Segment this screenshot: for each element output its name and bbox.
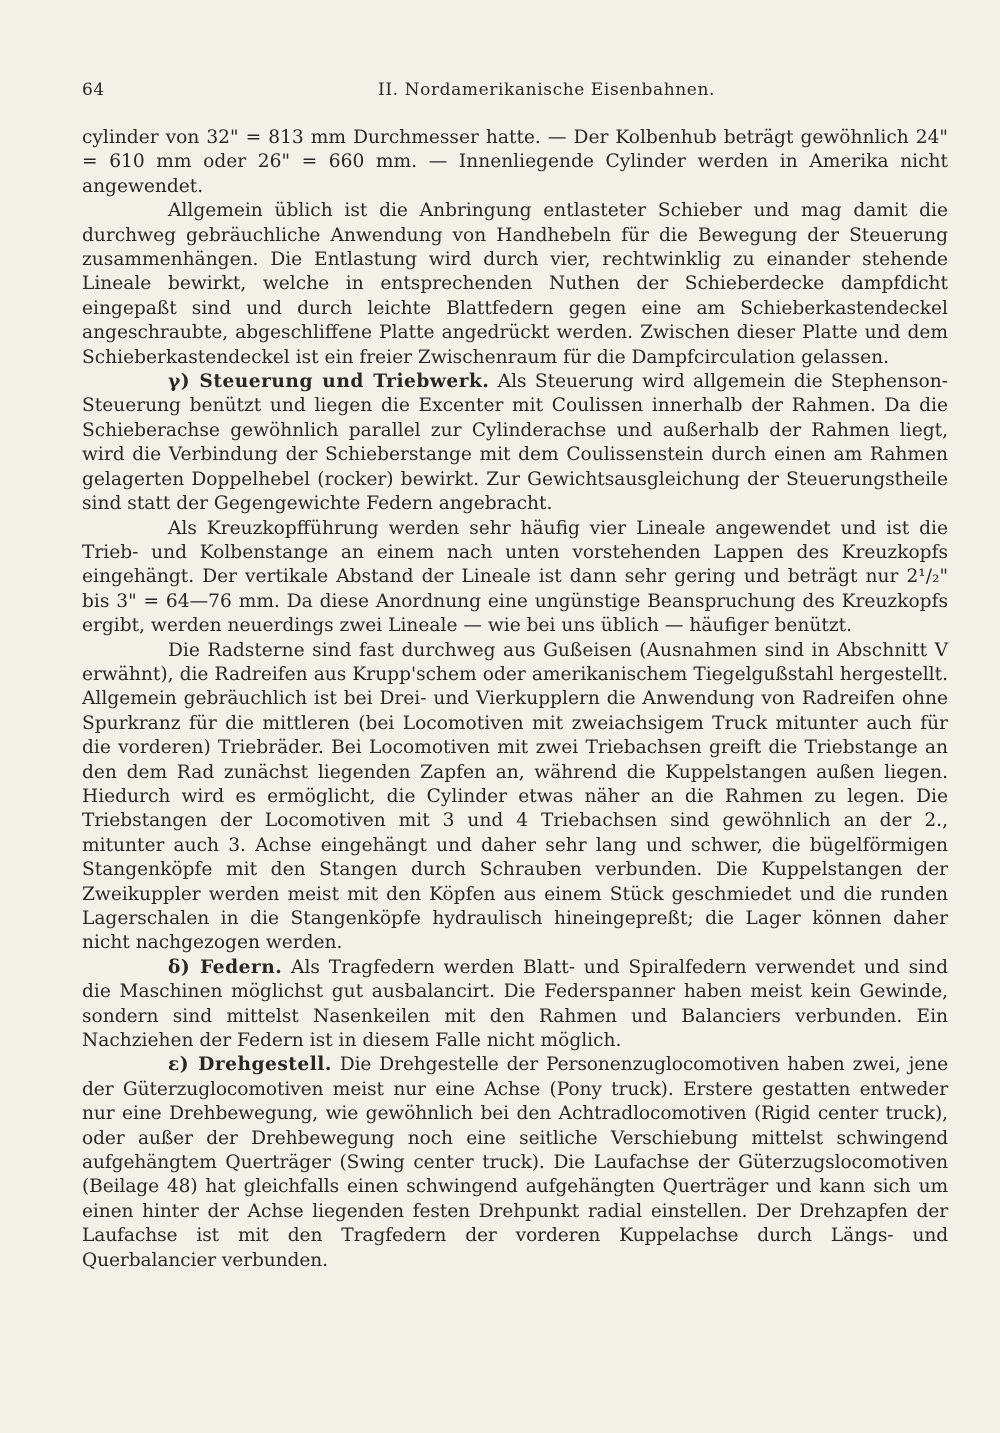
paragraph-steering-and-drive <box>82 370 948 516</box>
paragraph-text: Als Kreuzkopfführung werden sehr häufig vier Lineale angewendet und ist die Trieb- und Kolbenstange an einem nach unten vorstehenden Lappen des Kreuzkopfs eingehängt. Der vertikale Abstand der Lineale ist dann sehr gering und beträgt nur 2¹/₂" bis 3" = 64—76 mm. Da diese Anordnung eine ungünstige Beanspruchung des Kreuzkopfs ergibt, werden neuerdings zwei Lineale — wie bei uns üblich — häufiger benützt. <box>82 517 948 637</box>
paragraph-bogie <box>82 1053 948 1273</box>
page-number: 64 <box>82 80 105 100</box>
running-head: II. Nordamerikanische Eisenbahnen. <box>378 80 716 100</box>
paragraph-text: Als Steuerung wird allgemein die Stephenson-Steuerung benützt und liegen die Excenter mit Coulissen innerhalb der Rahmen. Da die Schieberachse gewöhnlich parallel zur Cylinderachse und außerhalb der Rahmen liegt, wird die Verbindung der Schieberstange mit dem Coulissenstein durch einen am Rahmen gelagerten Doppelhebel (rocker) bewirkt. Zur Gewichtsausgleichung der Steuerungstheile sind statt der Gegengewichte Federn angebracht. <box>82 371 948 515</box>
paragraph-crosshead-guides <box>82 517 948 639</box>
section-heading: ε) Drehgestell. <box>168 1054 332 1076</box>
section-heading: δ) Federn. <box>168 956 283 978</box>
section-heading: γ) Steuerung und Triebwerk. <box>168 371 490 393</box>
page-header <box>82 78 948 108</box>
paragraph-wheel-centers <box>82 639 948 956</box>
paragraph-text: cylinder von 32" = 813 mm Durchmesser hatte. — Der Kolbenhub beträgt gewöhnlich 24" = 610 mm oder 26" = 660 mm. — Innenliegende Cylinder werden in Amerika nicht angewendet. <box>82 127 948 197</box>
paragraph-text: Allgemein üblich ist die Anbringung entlasteter Schieber und mag damit die durchweg gebräuchliche Anwendung von Handhebeln für die Bewegung der Steuerung zusammenhängen. Die Entlastung wird durch vier, rechtwinklig zu einander stehende Lineale bewirkt, welche in entsprechenden Nuthen der Schieberdecke dampfdicht eingepaßt sind und durch leichte Blattfedern gegen eine am Schieberkastendeckel angeschraubte, abgeschliffene Platte angedrückt werden. Zwischen dieser Platte und dem Schieberkastendeckel ist ein freier Zwischenraum für die Dampfcirculation gelassen. <box>82 200 948 368</box>
paragraph-relief-valves <box>82 199 948 370</box>
document-page <box>82 78 948 1273</box>
paragraph-cylinder-summary <box>82 126 948 199</box>
paragraph-text: Die Radsterne sind fast durchweg aus Gußeisen (Ausnahmen sind in Abschnitt V erwähnt), die Radreifen aus Krupp'schem oder amerikanischem Tiegelgußstahl hergestellt. Allgemein gebräuchlich ist bei Drei- und Vierkupplern die Anwendung von Radreifen ohne Spurkranz für die mittleren (bei Locomotiven mit zweiachsigem Truck mitunter auch für die vorderen) Triebräder. Bei Locomotiven mit zwei Triebachsen greift die Triebstange an den dem Rad zunächst liegenden Zapfen an, während die Kuppelstangen außen liegen. Hiedurch wird es ermöglicht, die Cylinder etwas näher an die Rahmen zu legen. Die Triebstangen der Locomotiven mit 3 und 4 Triebachsen sind gewöhnlich an der 2., mitunter auch 3. Achse eingehängt und daher sehr lang und schwer, die bügelförmigen Stangenköpfe mit den Stangen durch Schrauben verbunden. Die Kuppelstangen der Zweikuppler werden meist mit den Köpfen aus einem Stück geschmiedet und die runden Lagerschalen in die Stangenköpfe hydraulisch hineingepreßt; die Lager können daher nicht nachgezogen werden. <box>82 639 948 954</box>
paragraph-text: Die Drehgestelle der Personenzuglocomotiven haben zwei, jene der Güterzuglocomotiven meist nur eine Achse (Pony truck). Erstere gestatten entweder nur eine Drehbewegung, wie gewöhnlich bei den Achtradlocomotiven (Rigid center truck), oder außer der Drehbewegung noch eine seitliche Verschiebung mittelst schwingend aufgehängtem Querträger (Swing center truck). Die Laufachse der Güterzugslocomotiven (Beilage 48) hat gleichfalls einen schwingend aufgehängten Querträger und kann sich um einen hinter der Achse liegenden festen Drehpunkt radial einstellen. Der Drehzapfen der Laufachse ist mit den Tragfedern der vorderen Kuppelachse durch Längs- und Querbalancier verbunden. <box>82 1054 948 1271</box>
paragraph-springs <box>82 956 948 1054</box>
paragraph-text: Als Tragfedern werden Blatt- und Spiralfedern verwendet und sind die Maschinen möglichst gut ausbalancirt. Die Federspanner haben meist kein Gewinde, sondern sind mittelst Nasenkeilen mit den Rahmen und Balanciers verbunden. Ein Nachziehen der Federn ist in diesem Falle nicht möglich. <box>82 956 948 1052</box>
